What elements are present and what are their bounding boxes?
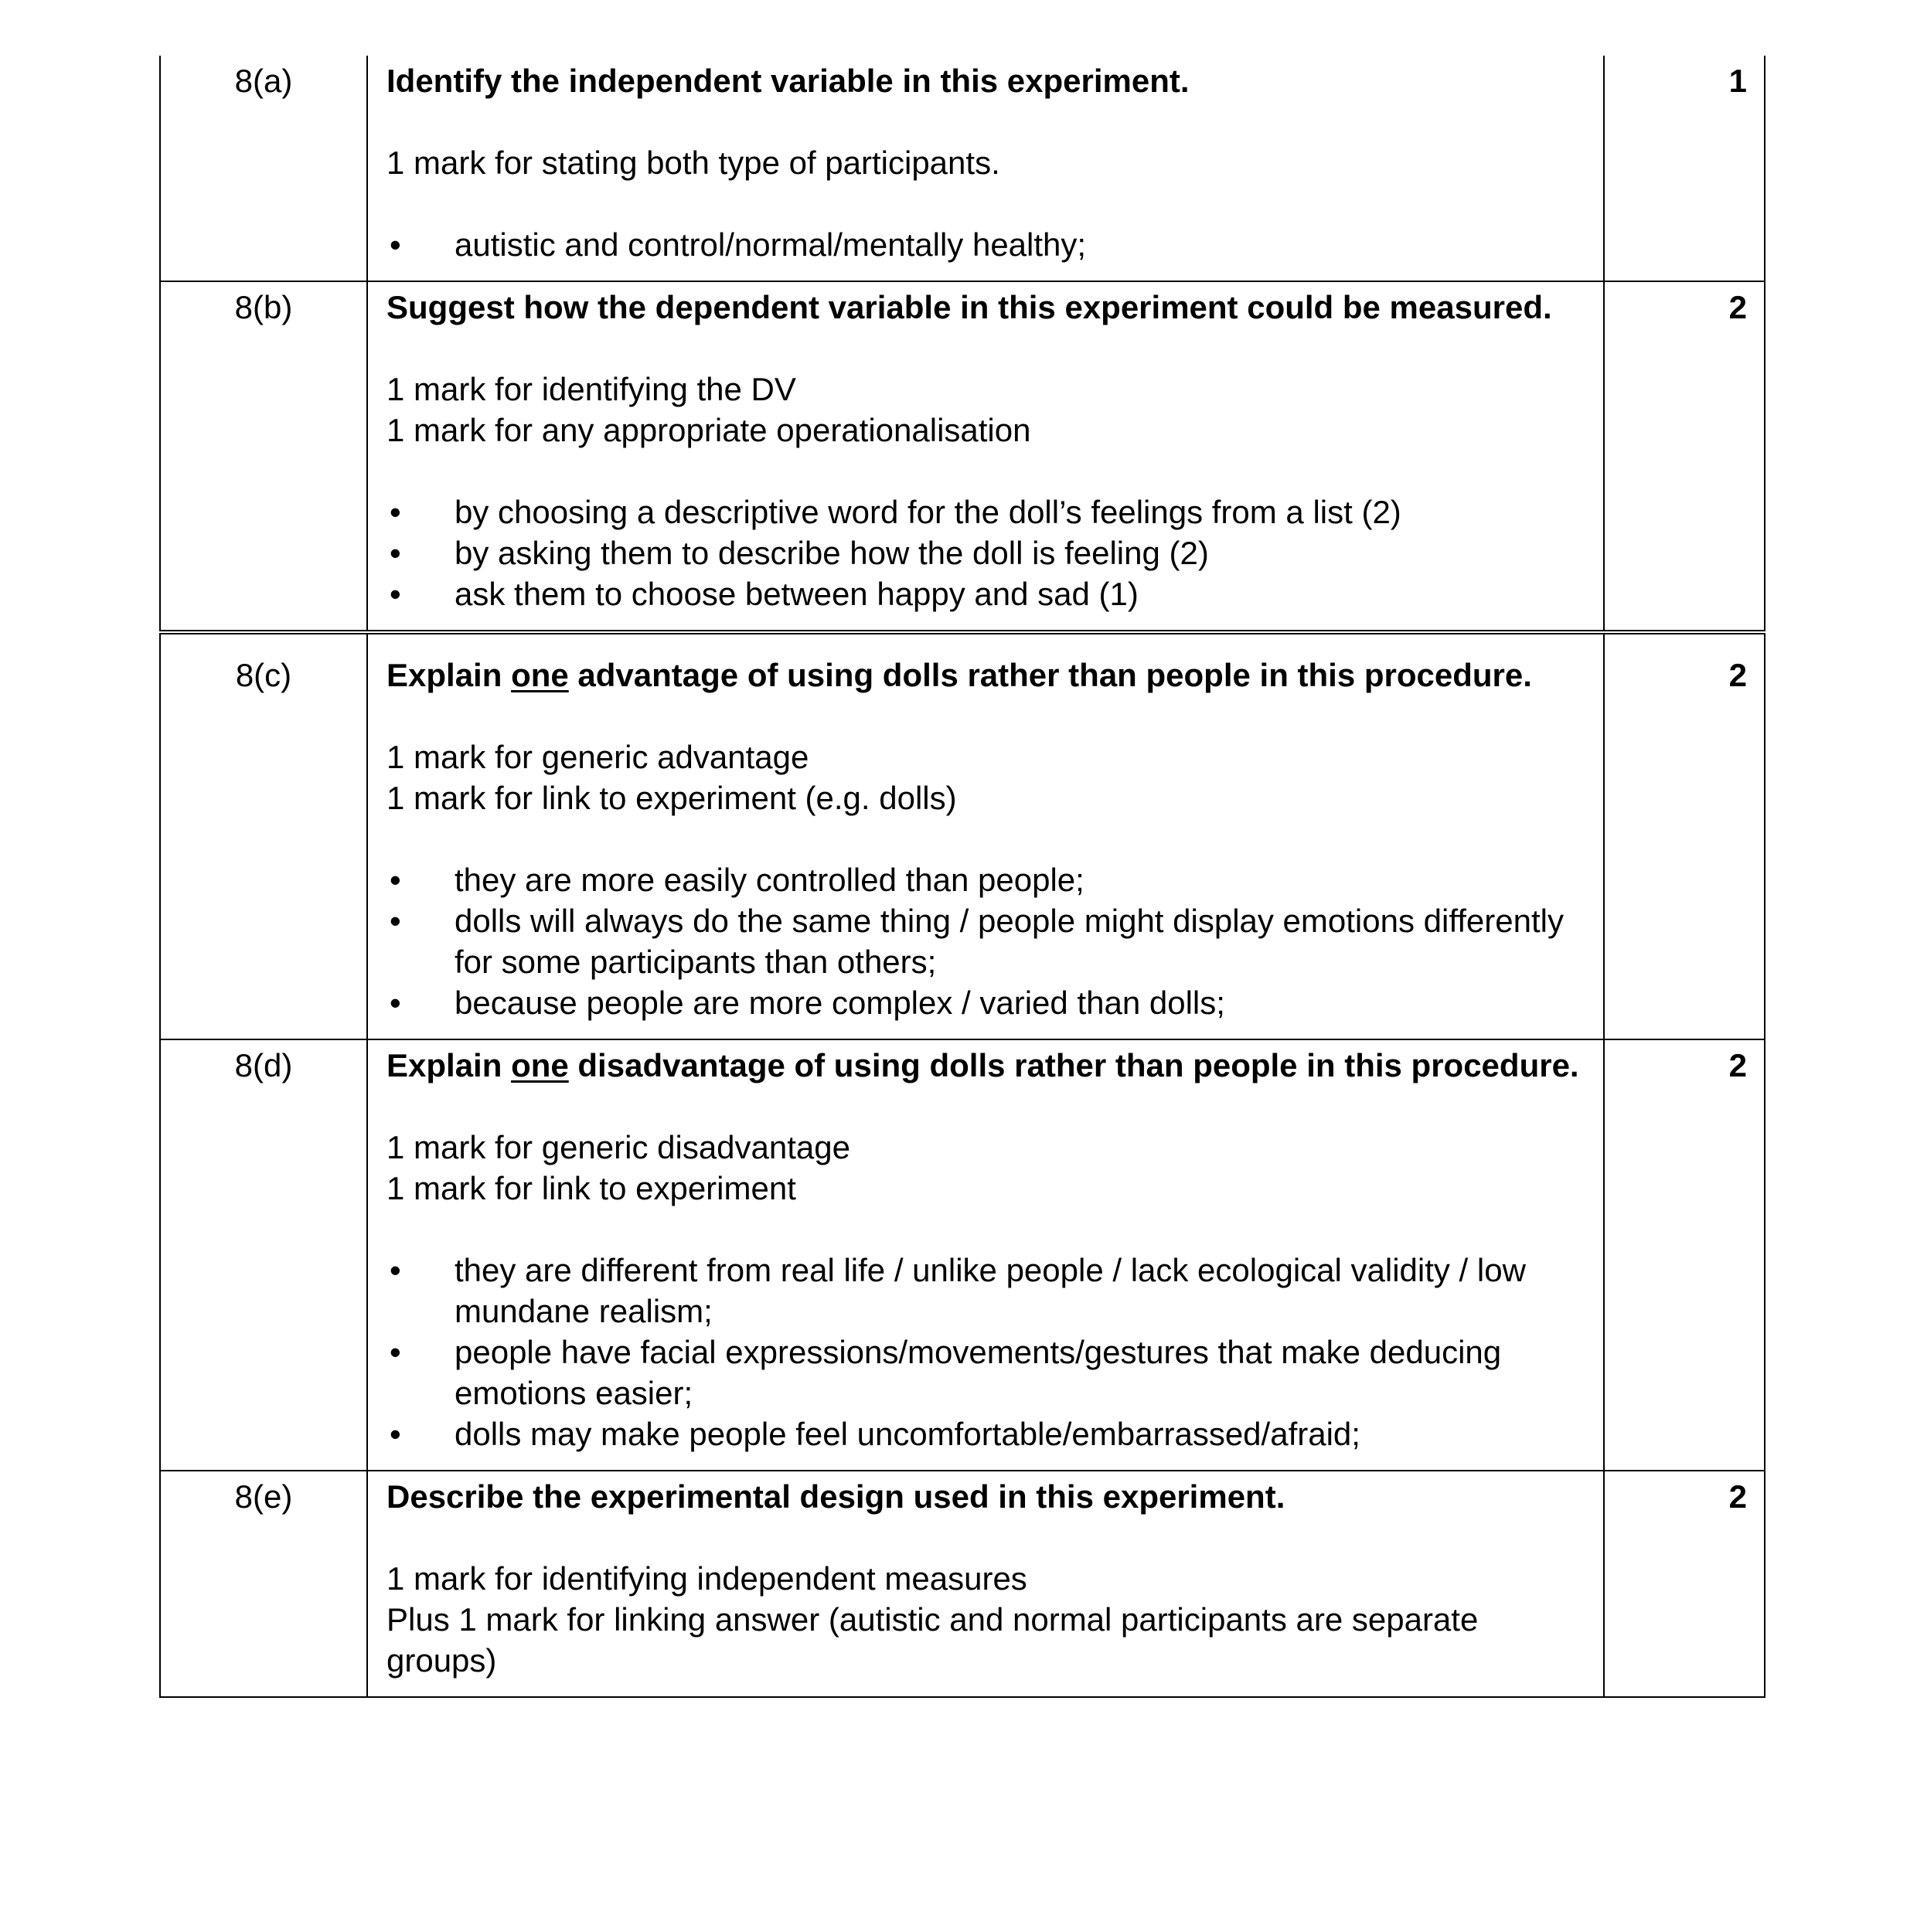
- guidance-line: 1 mark for link to experiment: [386, 1170, 796, 1206]
- bullet-icon: •: [390, 1252, 401, 1288]
- question-number-cell: [160, 281, 367, 632]
- guidance-line: 1 mark for identifying the DV: [386, 371, 796, 407]
- question-number-cell: [160, 1039, 367, 1471]
- question-number-cell: [160, 56, 367, 281]
- guidance-line: 1 mark for link to experiment (e.g. dolls): [386, 780, 957, 816]
- guidance-line: 1 mark for stating both type of participants.: [386, 145, 1000, 181]
- list-item: • ask them to choose between happy and sad (1): [386, 573, 1585, 614]
- bullet-icon: •: [390, 576, 401, 612]
- question-number-cell: [160, 632, 367, 1039]
- indicative-content-list: [386, 224, 1585, 265]
- marks-cell: [1604, 1039, 1765, 1471]
- bullet-icon: •: [390, 494, 401, 530]
- question-prompt: Describe the experimental design used in this experiment.: [386, 1478, 1285, 1515]
- marks-value: 1: [1728, 63, 1747, 99]
- marks-value: 2: [1728, 289, 1747, 325]
- marking-guidance: [386, 1558, 1585, 1681]
- answer-cell: [367, 1039, 1604, 1471]
- list-item: • people have facial expressions/movements/gestures that make deducing emotions easier;: [386, 1332, 1585, 1413]
- bullet-icon: •: [390, 985, 401, 1021]
- marks-cell: [1604, 632, 1765, 1039]
- indicative-content-list: [386, 1250, 1585, 1454]
- bullet-icon: •: [390, 1416, 401, 1452]
- bullet-icon: •: [390, 226, 401, 263]
- indicative-content-list: [386, 492, 1585, 614]
- guidance-line: 1 mark for identifying independent measures: [386, 1560, 1027, 1597]
- indicative-content-list: [386, 859, 1585, 1023]
- question-prompt: Identify the independent variable in this experiment.: [386, 63, 1190, 99]
- bullet-icon: •: [390, 1334, 401, 1370]
- bullet-icon: •: [390, 903, 401, 939]
- bullet-icon: •: [390, 862, 401, 898]
- marks-value: 2: [1728, 1047, 1747, 1083]
- table-row-8e: [160, 1471, 1765, 1697]
- marks-value: 2: [1728, 1478, 1747, 1515]
- guidance-line: 1 mark for generic disadvantage: [386, 1129, 850, 1165]
- question-number: 8(a): [234, 63, 293, 99]
- marks-value: 2: [1728, 657, 1747, 693]
- bullet-icon: •: [390, 535, 401, 571]
- guidance-line: 1 mark for any appropriate operationalisation: [386, 412, 1031, 448]
- list-item: • dolls will always do the same thing / people might display emotions differently for some participants than others;: [386, 900, 1585, 982]
- list-item: • they are more easily controlled than people;: [386, 859, 1585, 900]
- list-item: • by choosing a descriptive word for the doll’s feelings from a list (2): [386, 492, 1585, 532]
- marking-guidance: [386, 1127, 1585, 1209]
- answer-cell: [367, 281, 1604, 632]
- marks-cell: [1604, 56, 1765, 281]
- list-item: • they are different from real life / unlike people / lack ecological validity / low mundane realism;: [386, 1250, 1585, 1332]
- answer-cell: [367, 632, 1604, 1039]
- list-item: • autistic and control/normal/mentally healthy;: [386, 224, 1585, 265]
- table-row-8a: [160, 56, 1765, 281]
- question-prompt: Explain one advantage of using dolls rather than people in this procedure.: [386, 657, 1532, 693]
- marking-guidance: [386, 369, 1585, 451]
- table-row-8c: [160, 632, 1765, 1039]
- question-number: 8(e): [234, 1478, 293, 1515]
- mark-scheme-table: [159, 56, 1765, 1698]
- question-prompt: Explain one disadvantage of using dolls rather than people in this procedure.: [386, 1047, 1579, 1083]
- question-prompt: Suggest how the dependent variable in this experiment could be measured.: [386, 289, 1552, 325]
- list-item: • dolls may make people feel uncomfortable/embarrassed/afraid;: [386, 1413, 1585, 1454]
- guidance-line: Plus 1 mark for linking answer (autistic and normal participants are separate groups): [386, 1601, 1479, 1679]
- answer-cell: [367, 1471, 1604, 1697]
- marking-guidance: [386, 142, 1585, 183]
- answer-cell: [367, 56, 1604, 281]
- question-number: 8(c): [235, 657, 292, 693]
- question-number: 8(b): [234, 289, 293, 325]
- table-row-8b: [160, 281, 1765, 632]
- marks-cell: [1604, 1471, 1765, 1697]
- list-item: • because people are more complex / varied than dolls;: [386, 982, 1585, 1023]
- mark-scheme-sheet: [159, 56, 1767, 1698]
- guidance-line: 1 mark for generic advantage: [386, 739, 809, 775]
- question-number: 8(d): [234, 1047, 293, 1083]
- marking-guidance: [386, 736, 1585, 818]
- marks-cell: [1604, 281, 1765, 632]
- question-number-cell: [160, 1471, 367, 1697]
- table-row-8d: [160, 1039, 1765, 1471]
- list-item: • by asking them to describe how the doll is feeling (2): [386, 532, 1585, 573]
